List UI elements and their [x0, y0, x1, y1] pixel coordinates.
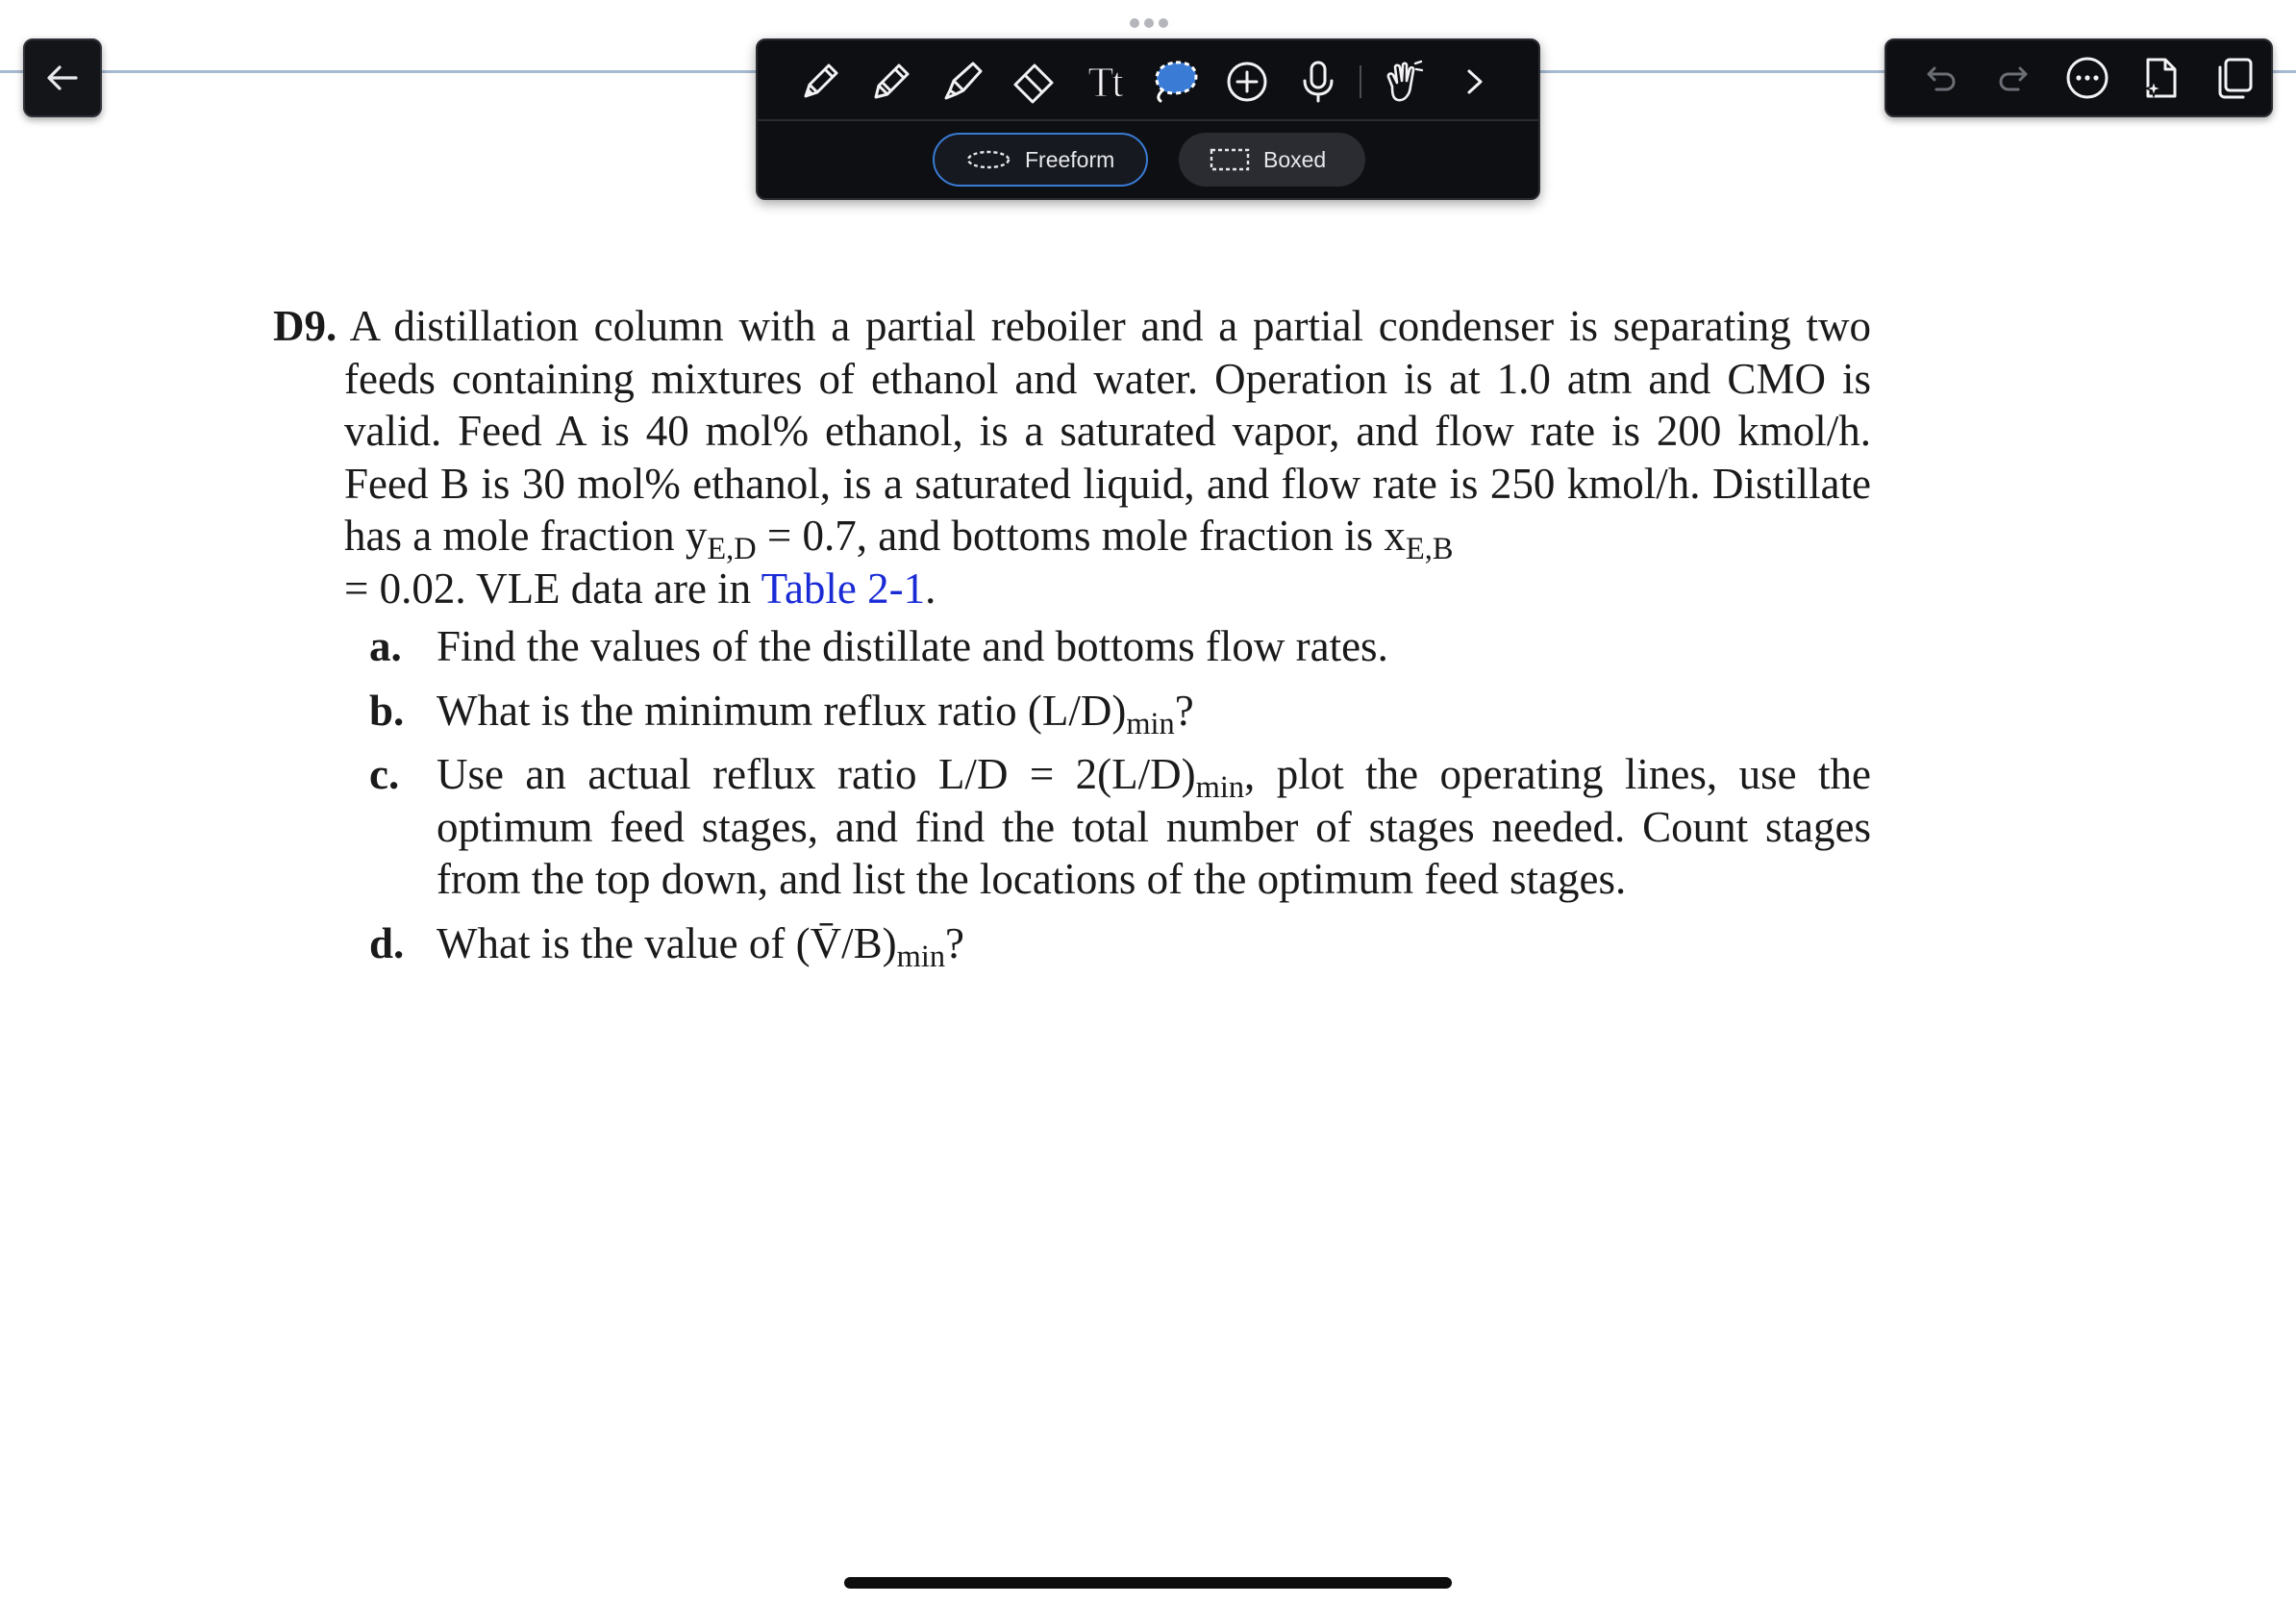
- lasso-icon: [1149, 58, 1203, 106]
- gesture-hand-icon: [1379, 58, 1427, 106]
- subscript-ed: E,D: [707, 532, 757, 567]
- question-d: [369, 917, 1871, 974]
- question-text-cont: , plot the operating lines, use the optimum feed stages, and find the total number of stages needed. Count stages from the top down, and list the locations of the optimum feed stages.: [437, 750, 1871, 903]
- toolbar-divider: [758, 119, 1538, 121]
- pen-icon: [796, 58, 844, 106]
- lasso-tool[interactable]: [1140, 54, 1211, 110]
- microphone-icon: [1294, 58, 1342, 106]
- ai-assist-button[interactable]: [2124, 49, 2197, 107]
- question-letter: b.: [369, 686, 405, 735]
- back-button[interactable]: [23, 38, 102, 117]
- boxed-select-icon: [1210, 147, 1250, 172]
- question-text: What is the value of (: [437, 918, 811, 967]
- question-letter: c.: [369, 750, 400, 798]
- question-text-cont: /B): [841, 918, 897, 967]
- highlighter-icon: [938, 58, 986, 106]
- question-end: ?: [945, 918, 964, 967]
- undo-button[interactable]: [1904, 49, 1977, 107]
- question-letter: d.: [369, 918, 405, 967]
- freeform-label: Freeform: [1025, 146, 1115, 172]
- subscript-min: min: [1126, 706, 1175, 741]
- add-icon: [1223, 58, 1271, 106]
- microphone-tool[interactable]: [1283, 54, 1354, 110]
- eraser-icon: [1010, 58, 1058, 106]
- vapor-boilup-symbol: V̄: [810, 918, 842, 967]
- subscript-eb: E,B: [1405, 532, 1454, 567]
- more-options-button[interactable]: [2051, 49, 2124, 107]
- question-a: [369, 620, 1871, 673]
- pen-tool[interactable]: [785, 54, 856, 110]
- subscript-min: min: [896, 939, 946, 974]
- subscript-min: min: [1195, 770, 1245, 806]
- question-text: Use an actual reflux ratio L/D = 2(L/D): [437, 750, 1196, 798]
- problem-statement: [273, 300, 1871, 614]
- question-c: [369, 748, 1871, 906]
- toolbar-separator: [1360, 65, 1361, 98]
- redo-icon: [1995, 59, 2034, 97]
- question-letter: a.: [369, 622, 402, 670]
- question-text: Find the values of the distillate and bottoms flow rates.: [437, 622, 1388, 670]
- home-indicator[interactable]: [844, 1577, 1452, 1589]
- freeform-lasso-icon: [965, 148, 1011, 171]
- ellipsis-circle-icon: [2063, 54, 2111, 102]
- document-page: [273, 300, 1871, 981]
- undo-icon: [1921, 59, 1959, 97]
- drawing-toolbar: [756, 38, 1540, 200]
- table-2-1-link[interactable]: Table 2-1: [761, 564, 926, 613]
- toolbar-more-button[interactable]: [1438, 54, 1510, 110]
- pages-button[interactable]: [2198, 49, 2271, 107]
- highlighter-tool[interactable]: [927, 54, 998, 110]
- gesture-tool[interactable]: [1367, 54, 1438, 110]
- question-b: [369, 685, 1871, 741]
- pencil-tool[interactable]: [856, 54, 927, 110]
- problem-text-3: = 0.02. VLE data are in: [344, 564, 761, 613]
- document-sparkle-icon: [2136, 54, 2184, 102]
- pages-icon: [2210, 54, 2259, 102]
- problem-text: A distillation column with a partial reboiler and a partial condenser is separating two feeds containing mixtures of ethanol and water. Operation is at 1.0 atm and CMO is valid. Feed A is 40 mol% ethanol, is a saturated vapor, and flow rate is 200 kmol/h. Feed B is 30 mol% ethanol, is a saturated liquid, and flow rate is 250 kmol/h. Distillate has a mole fraction y: [344, 302, 1871, 560]
- problem-number: D9.: [273, 302, 337, 350]
- boxed-label: Boxed: [1263, 146, 1327, 172]
- text-tool[interactable]: [1069, 54, 1140, 110]
- redo-button[interactable]: [1977, 49, 2050, 107]
- freeform-mode-button[interactable]: [933, 133, 1148, 187]
- eraser-tool[interactable]: [998, 54, 1069, 110]
- arrow-left-icon: [43, 59, 82, 97]
- question-end: ?: [1174, 686, 1194, 735]
- document-actions-bar: [1884, 38, 2273, 117]
- problem-text-2: = 0.7, and bottoms mole fraction is x: [756, 512, 1406, 560]
- boxed-mode-button[interactable]: [1179, 133, 1365, 187]
- chevron-right-icon: [1455, 63, 1493, 101]
- add-tool[interactable]: [1211, 54, 1283, 110]
- toolbar-grabber-handle[interactable]: [1127, 17, 1171, 29]
- question-list: [273, 620, 1871, 974]
- text-tool-icon: Tt: [1087, 58, 1122, 106]
- pencil-icon: [867, 58, 915, 106]
- problem-text-4: .: [925, 564, 936, 613]
- question-text: What is the minimum reflux ratio (L/D): [437, 686, 1127, 735]
